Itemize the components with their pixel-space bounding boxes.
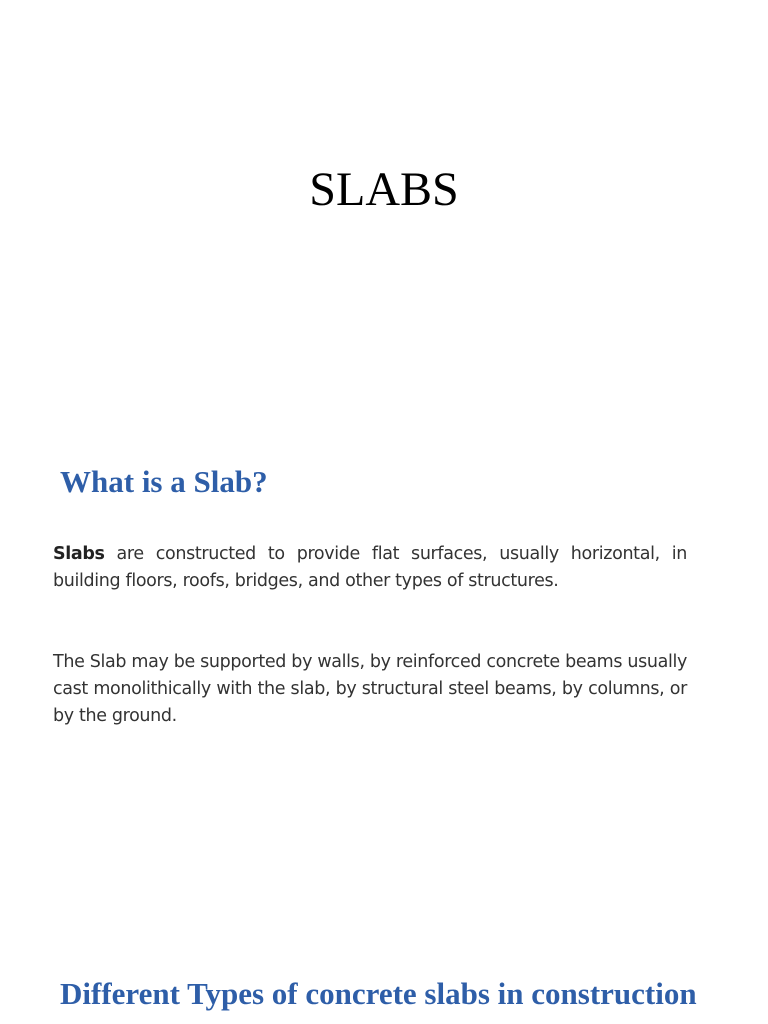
paragraph-slab-definition-text: are constructed to provide flat surfaces, usually horizontal, in building floors, roofs, bridges, and other types of structures.: [53, 544, 687, 591]
section-heading-types-of-slabs: Different Types of concrete slabs in construction: [60, 976, 697, 1011]
paragraph-slab-support: The Slab may be supported by walls, by reinforced concrete beams usually cast monolithically with the slab, by structural steel beams, by columns, or by the ground.: [53, 652, 687, 726]
section-heading-what-is-a-slab: What is a Slab?: [60, 464, 268, 499]
paragraph-slab-definition: [53, 541, 687, 595]
bold-term-slabs: Slabs: [53, 544, 105, 564]
page-title: SLABS: [309, 163, 459, 216]
